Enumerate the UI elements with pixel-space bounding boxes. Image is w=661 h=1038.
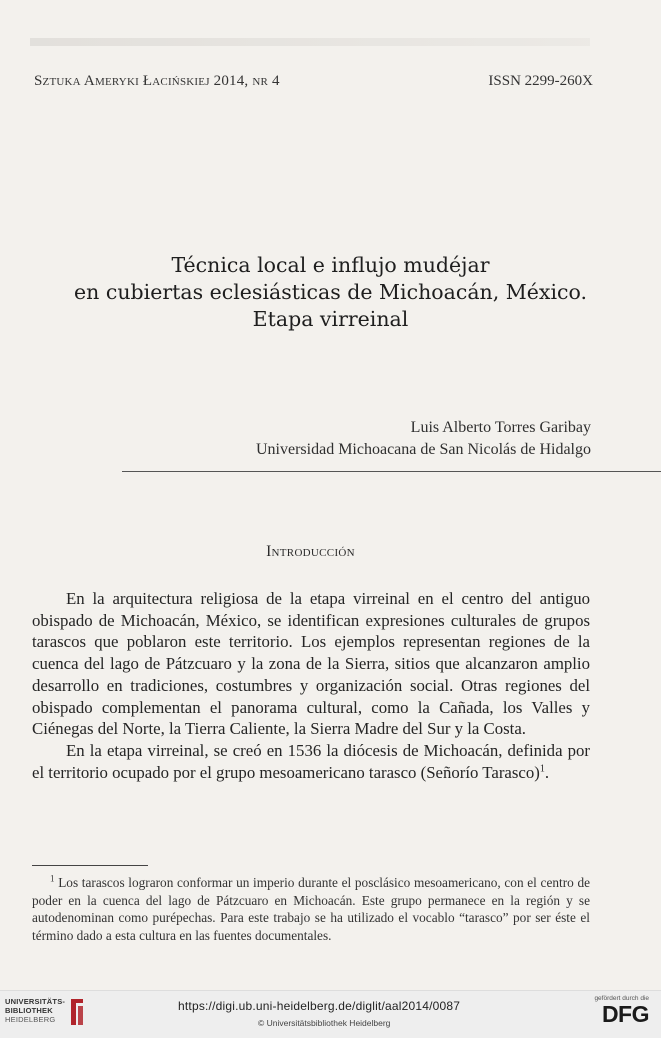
library-emblem-icon [69,997,85,1027]
footnote [32,874,590,944]
dfg-caption: gefördert durch die [594,995,649,1002]
bleed-through-header [30,38,590,46]
title-line: Etapa virreinal [252,307,409,331]
permalink-url[interactable]: https://digi.ub.uni-heidelberg.de/diglit/aal2014/0087 [178,999,461,1013]
footnote-text: Los tarascos lograron conformar un imperio durante el posclásico mesoamericano, con el centro de poder en la cuenca del lago de Pátzcuaro en Michoacán. Este grupo permanece en la región y se autodenominan como purépechas. Para este trabajo se ha utilizado el vocablo “tarasco” por ser éste el término dado a esta cultura en las fuentes documentales. [32,875,591,943]
dfg-mark: DFG [601,1001,649,1027]
footnote-divider [32,865,148,866]
author-affiliation: Universidad Michoacana de San Nicolás de Hidalgo [255,441,591,458]
paragraph: En la etapa virreinal, se creó en 1536 la diócesis de Michoacán, definida por el territorio ocupado por el grupo mesoamericano tarasco (Señorío Tarasco)$^1$. [32,740,590,782]
section-heading: Introducción [266,543,355,560]
footnote-reference[interactable]: 1 [539,763,545,775]
issn: ISSN 2299-260X [488,73,593,89]
article-title [20,252,641,333]
running-head [34,73,593,90]
library-name-line: HEIDELBERG [5,1015,56,1024]
author-name: Luis Alberto Torres Garibay [410,419,591,436]
paragraph-text: En la etapa virreinal, se creó en 1536 la diócesis de Michoacán, definida por el territorio ocupado por el grupo mesoamericano tarasco (Señorío Tarasco) [32,740,590,782]
library-name-line: BIBLIOTHEK [5,1006,53,1015]
copyright-notice: © Universitätsbibliothek Heidelberg [258,1018,391,1028]
title-divider [122,471,661,472]
footnote-number: 1 [50,873,55,884]
title-line: en cubiertas eclesiásticas de Michoacán, México. [73,280,588,304]
title-line: Técnica local e influjo mudéjar [171,253,490,277]
author-block [256,417,591,461]
library-name-line: UNIVERSITÄTS- [5,997,66,1006]
digital-library-footer [0,990,661,1038]
journal-name: Sztuka Ameryki Łacińskiej 2014, nr 4 [34,73,280,89]
dfg-logo[interactable] [594,995,649,1026]
heidelberg-library-logo[interactable] [5,997,85,1027]
body-text [32,588,590,783]
paragraph: En la arquitectura religiosa de la etapa virreinal en el centro del antiguo obispado de Michoacán, México, se identifican expresiones culturales de grupos tarascos que poblaron este territorio. Los ejemplos representan regiones de la cuenca del lago de Pátzcuaro y la zona de la Sierra, sitios que alcanzaron amplio desarrollo en tradiciones, costumbres y organización social. Otras regiones del obispado complementan el panorama cultural, como la Cañada, los Valles y Ciénegas del Norte, la Tierra Caliente, la Sierra Madre del Sur y la Costa. [32,589,590,739]
